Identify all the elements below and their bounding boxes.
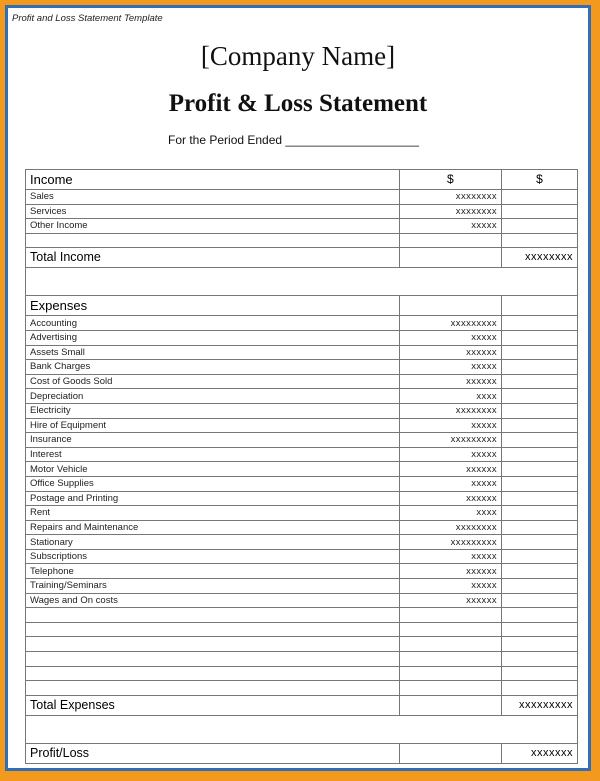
line-item-label: Electricity <box>26 403 400 418</box>
line-item-value: xxxxx <box>400 360 502 375</box>
company-name: [Company Name] <box>200 41 396 71</box>
line-item-label: Assets Small <box>26 345 400 360</box>
line-item-label: Bank Charges <box>26 360 400 375</box>
line-item-total-cell <box>502 462 578 477</box>
blank-row <box>26 681 578 696</box>
line-item-value: xxxxxxxx <box>400 520 502 535</box>
line-item-total-cell <box>502 447 578 462</box>
line-item-value: xxxxxx <box>400 345 502 360</box>
line-item-label: Wages and On costs <box>26 593 400 608</box>
blank-row <box>26 233 578 248</box>
expense-row <box>26 462 578 477</box>
spacer-row <box>26 268 578 296</box>
line-item-total-cell <box>502 433 578 448</box>
blank-row <box>26 622 578 637</box>
expense-row <box>26 374 578 389</box>
line-item-label: Training/Seminars <box>26 579 400 594</box>
line-item-value: xxxxx <box>400 418 502 433</box>
expense-row <box>26 316 578 331</box>
period-label: For the Period Ended <box>168 133 283 147</box>
expense-row <box>26 433 578 448</box>
document-page <box>8 8 588 768</box>
blank-row <box>26 608 578 623</box>
template-title: Profit and Loss Statement Template <box>12 13 163 24</box>
document-frame <box>5 5 591 771</box>
line-item-total-cell <box>502 330 578 345</box>
line-item-total-cell <box>502 549 578 564</box>
currency-header-2: $ <box>502 170 578 190</box>
line-item-label: Interest <box>26 447 400 462</box>
line-item-label: Rent <box>26 506 400 521</box>
expenses-heading: Expenses <box>26 296 400 316</box>
line-item-total-cell <box>502 374 578 389</box>
line-item-label: Advertising <box>26 330 400 345</box>
line-item-total-cell <box>502 579 578 594</box>
profit-loss-value: xxxxxxx <box>502 743 578 763</box>
income-header-row <box>26 170 578 190</box>
spacer-row <box>26 715 578 743</box>
line-item-label: Repairs and Maintenance <box>26 520 400 535</box>
expense-row <box>26 593 578 608</box>
expense-row <box>26 389 578 404</box>
expenses-header-row <box>26 296 578 316</box>
expense-row <box>26 579 578 594</box>
expense-row <box>26 403 578 418</box>
line-item-total-cell <box>502 535 578 550</box>
line-item-label: Insurance <box>26 433 400 448</box>
expense-row <box>26 345 578 360</box>
line-item-value: xxxxxx <box>400 593 502 608</box>
total-expenses-row <box>26 695 578 715</box>
profit-loss-label: Profit/Loss <box>26 743 400 763</box>
line-item-value: xxxxxxxx <box>400 190 502 205</box>
income-heading: Income <box>26 170 400 190</box>
expense-row <box>26 520 578 535</box>
expense-row <box>26 330 578 345</box>
line-item-total-cell <box>502 593 578 608</box>
line-item-total-cell <box>502 204 578 219</box>
expense-row <box>26 491 578 506</box>
line-item-total-cell <box>502 564 578 579</box>
line-item-value: xxxxx <box>400 476 502 491</box>
expense-row <box>26 476 578 491</box>
income-row <box>26 190 578 205</box>
line-item-total-cell <box>502 491 578 506</box>
expense-row <box>26 506 578 521</box>
total-income-label: Total Income <box>26 248 400 268</box>
line-item-label: Motor Vehicle <box>26 462 400 477</box>
line-item-label: Stationary <box>26 535 400 550</box>
expense-row <box>26 447 578 462</box>
line-item-label: Other Income <box>26 219 400 234</box>
income-rows <box>26 190 578 234</box>
line-item-value: xxxxxxxx <box>400 204 502 219</box>
currency-header-1: $ <box>400 170 502 190</box>
blank-row <box>26 637 578 652</box>
line-item-value: xxxx <box>400 389 502 404</box>
line-item-value: xxxxx <box>400 219 502 234</box>
line-item-label: Hire of Equipment <box>26 418 400 433</box>
line-item-value: xxxxxxxxx <box>400 433 502 448</box>
line-item-total-cell <box>502 476 578 491</box>
expense-row <box>26 549 578 564</box>
line-item-total-cell <box>502 360 578 375</box>
line-item-value: xxxxx <box>400 579 502 594</box>
line-item-total-cell <box>502 403 578 418</box>
expense-row <box>26 360 578 375</box>
line-item-value: xxxx <box>400 506 502 521</box>
profit-loss-row <box>26 743 578 763</box>
statement-title: Profit & Loss Statement <box>168 90 428 117</box>
line-item-total-cell <box>502 418 578 433</box>
expense-row <box>26 535 578 550</box>
line-item-value: xxxxxxxxx <box>400 316 502 331</box>
line-item-total-cell <box>502 345 578 360</box>
period-blank: ____________________ <box>285 133 419 147</box>
expense-rows <box>26 316 578 608</box>
line-item-total-cell <box>502 520 578 535</box>
line-item-total-cell <box>502 389 578 404</box>
line-item-label: Services <box>26 204 400 219</box>
line-item-total-cell <box>502 190 578 205</box>
line-item-label: Depreciation <box>26 389 400 404</box>
line-item-label: Accounting <box>26 316 400 331</box>
line-item-value: xxxxx <box>400 447 502 462</box>
line-item-value: xxxxxx <box>400 462 502 477</box>
line-item-value: xxxxxx <box>400 564 502 579</box>
line-item-value: xxxxxxxx <box>400 403 502 418</box>
total-expenses-value: xxxxxxxxx <box>502 695 578 715</box>
line-item-value: xxxxxx <box>400 491 502 506</box>
line-item-total-cell <box>502 506 578 521</box>
expense-row <box>26 418 578 433</box>
pl-table <box>25 169 578 764</box>
total-income-value: xxxxxxxx <box>502 248 578 268</box>
line-item-label: Office Supplies <box>26 476 400 491</box>
line-item-label: Sales <box>26 190 400 205</box>
line-item-label: Cost of Goods Sold <box>26 374 400 389</box>
line-item-value: xxxxx <box>400 549 502 564</box>
line-item-value: xxxxxx <box>400 374 502 389</box>
blank-row <box>26 652 578 667</box>
line-item-label: Telephone <box>26 564 400 579</box>
total-expenses-label: Total Expenses <box>26 695 400 715</box>
line-item-label: Postage and Printing <box>26 491 400 506</box>
line-item-value: xxxxx <box>400 330 502 345</box>
income-row <box>26 204 578 219</box>
line-item-value: xxxxxxxxx <box>400 535 502 550</box>
expense-row <box>26 564 578 579</box>
line-item-total-cell <box>502 316 578 331</box>
income-row <box>26 219 578 234</box>
total-income-row <box>26 248 578 268</box>
line-item-label: Subscriptions <box>26 549 400 564</box>
line-item-total-cell <box>502 219 578 234</box>
period-line <box>168 133 419 147</box>
blank-row <box>26 666 578 681</box>
